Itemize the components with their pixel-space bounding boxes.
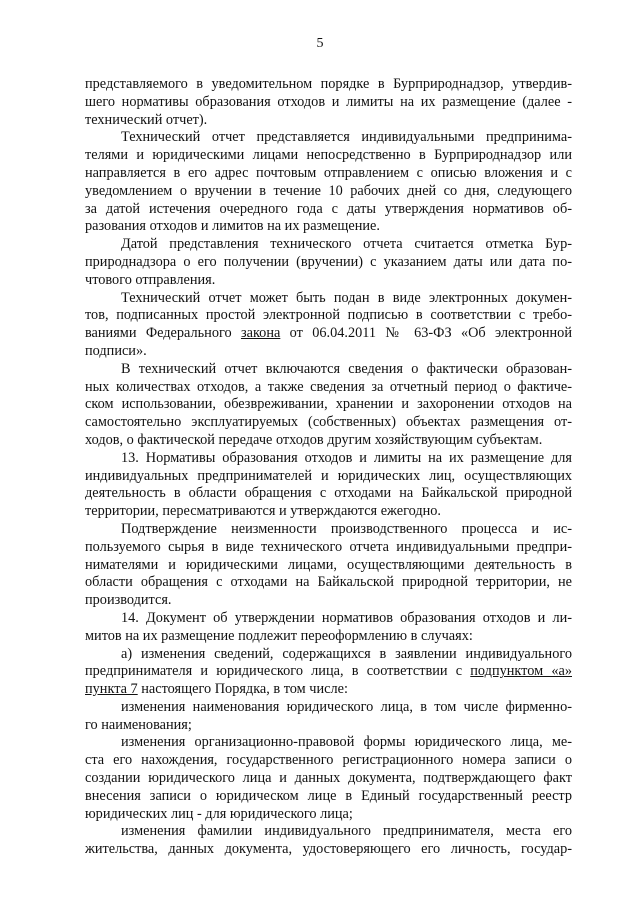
text-line: природнадзора о его получении (вручении) с указанием даты или дата по- — [85, 253, 572, 270]
text-line: пользуемого сырья в виде технического отчета индивидуальными предпри- — [85, 538, 572, 555]
text-line: подписи». — [85, 342, 147, 359]
document-body — [85, 76, 572, 859]
text-line: Технический отчет представляется индивидуальными предпринима- — [121, 129, 572, 146]
text-line: территории, пересматриваются и утверждаются ежегодно. — [85, 503, 441, 520]
text-line — [85, 663, 572, 681]
text-line: деятельность в области обращения с отходами на Байкальской природной — [85, 485, 572, 502]
text-line: а) изменения сведений, содержащихся в заявлении индивидуального — [121, 645, 572, 662]
text-line: Подтверждение неизменности производственного процесса и ис- — [121, 520, 572, 537]
text-line: изменения наименования юридического лица, в том числе фирменно- — [121, 698, 572, 715]
text-line: 14. Документ об утверждении нормативов образования отходов и ли- — [121, 609, 572, 626]
text-segment: предпринимателя и юридического лица, в соответствии с — [85, 663, 471, 680]
text-line: изменения организационно-правовой формы юридического лица, ме- — [121, 734, 572, 751]
page-number: 5 — [316, 36, 324, 51]
text-line — [85, 681, 572, 699]
text-segment: ваниями Федерального — [85, 325, 241, 342]
text-line: нимателями и юридическими лицами, осуществляющими деятельность в — [85, 556, 572, 573]
text-line: внесения записи о юридическом лице в Единый государственный реестр — [85, 787, 572, 804]
text-line: изменения фамилии индивидуального предпринимателя, места его — [121, 823, 572, 840]
text-line: уведомлением о вручении в течение 10 рабочих дней со дня, следующего — [85, 182, 572, 199]
text-line: жительства, данных документа, удостоверяющего его личность, государ- — [85, 841, 572, 858]
text-line: ходов, о фактической передаче отходов другим хозяйствующим субъектам. — [85, 431, 543, 448]
text-segment: от 06.04.2011 № 63-ФЗ «Об электронной — [280, 325, 572, 342]
paragraph-link[interactable]: пункта 7 — [85, 681, 138, 698]
text-line — [85, 325, 572, 343]
text-segment: настоящего Порядка, в том числе: — [137, 681, 348, 698]
text-line: направляется в его адрес почтовым отправлением с описью вложения и с — [85, 164, 572, 181]
text-line: представляемого в уведомительном порядке в Бурприроднадзор, утвердив- — [85, 76, 572, 92]
text-line: индивидуальных предпринимателей и юридических лиц, осуществляющих — [85, 467, 572, 484]
text-line: В технический отчет включаются сведения о фактически образован- — [121, 360, 572, 377]
text-line: самостоятельно эксплуатируемых (собственных) объектах размещения от- — [85, 414, 572, 431]
law-link[interactable]: закона — [240, 325, 281, 342]
text-line: ных количествах отходов, а также сведения за отчетный период о фактиче- — [85, 378, 572, 395]
text-line: 13. Нормативы образования отходов и лимиты на их размещение для — [121, 449, 572, 466]
text-line: области обращения с отходами на Байкальской природной территории, не — [85, 574, 572, 591]
text-line: за датой истечения очередного года с даты утверждения нормативов об- — [85, 200, 572, 217]
text-line: митов на их размещение подлежит переоформлению в случаях: — [85, 627, 473, 644]
text-line: телями и юридическими лицами непосредственно в Бурприроднадзор или — [85, 147, 572, 164]
text-line: го наименования; — [85, 716, 192, 733]
text-line: ста его нахождения, государственного регистрационного номера записи о — [85, 752, 572, 769]
text-line: технический отчет). — [85, 111, 208, 128]
text-line: разования отходов и лимитов на их размещение. — [85, 218, 380, 235]
text-line: шего нормативы образования отходов и лимиты на их размещение (далее - — [85, 93, 572, 110]
text-line: производится. — [85, 592, 172, 609]
text-line: тов, подписанных простой электронной подписью в соответствии с требо- — [85, 307, 572, 324]
text-line: ском использовании, обезвреживании, хранении и захоронении отходов на — [85, 396, 572, 413]
text-line: чтового отправления. — [85, 271, 216, 288]
text-line: создании юридического лица и данных документа, подтверждающего факт — [85, 770, 572, 787]
text-line: юридических лиц - для юридического лица; — [85, 805, 353, 822]
subparagraph-link[interactable]: подпунктом «а» — [470, 663, 572, 680]
text-line: Датой представления технического отчета считается отметка Бур- — [121, 236, 572, 253]
text-line: Технический отчет может быть подан в виде электронных докумен- — [121, 289, 572, 306]
